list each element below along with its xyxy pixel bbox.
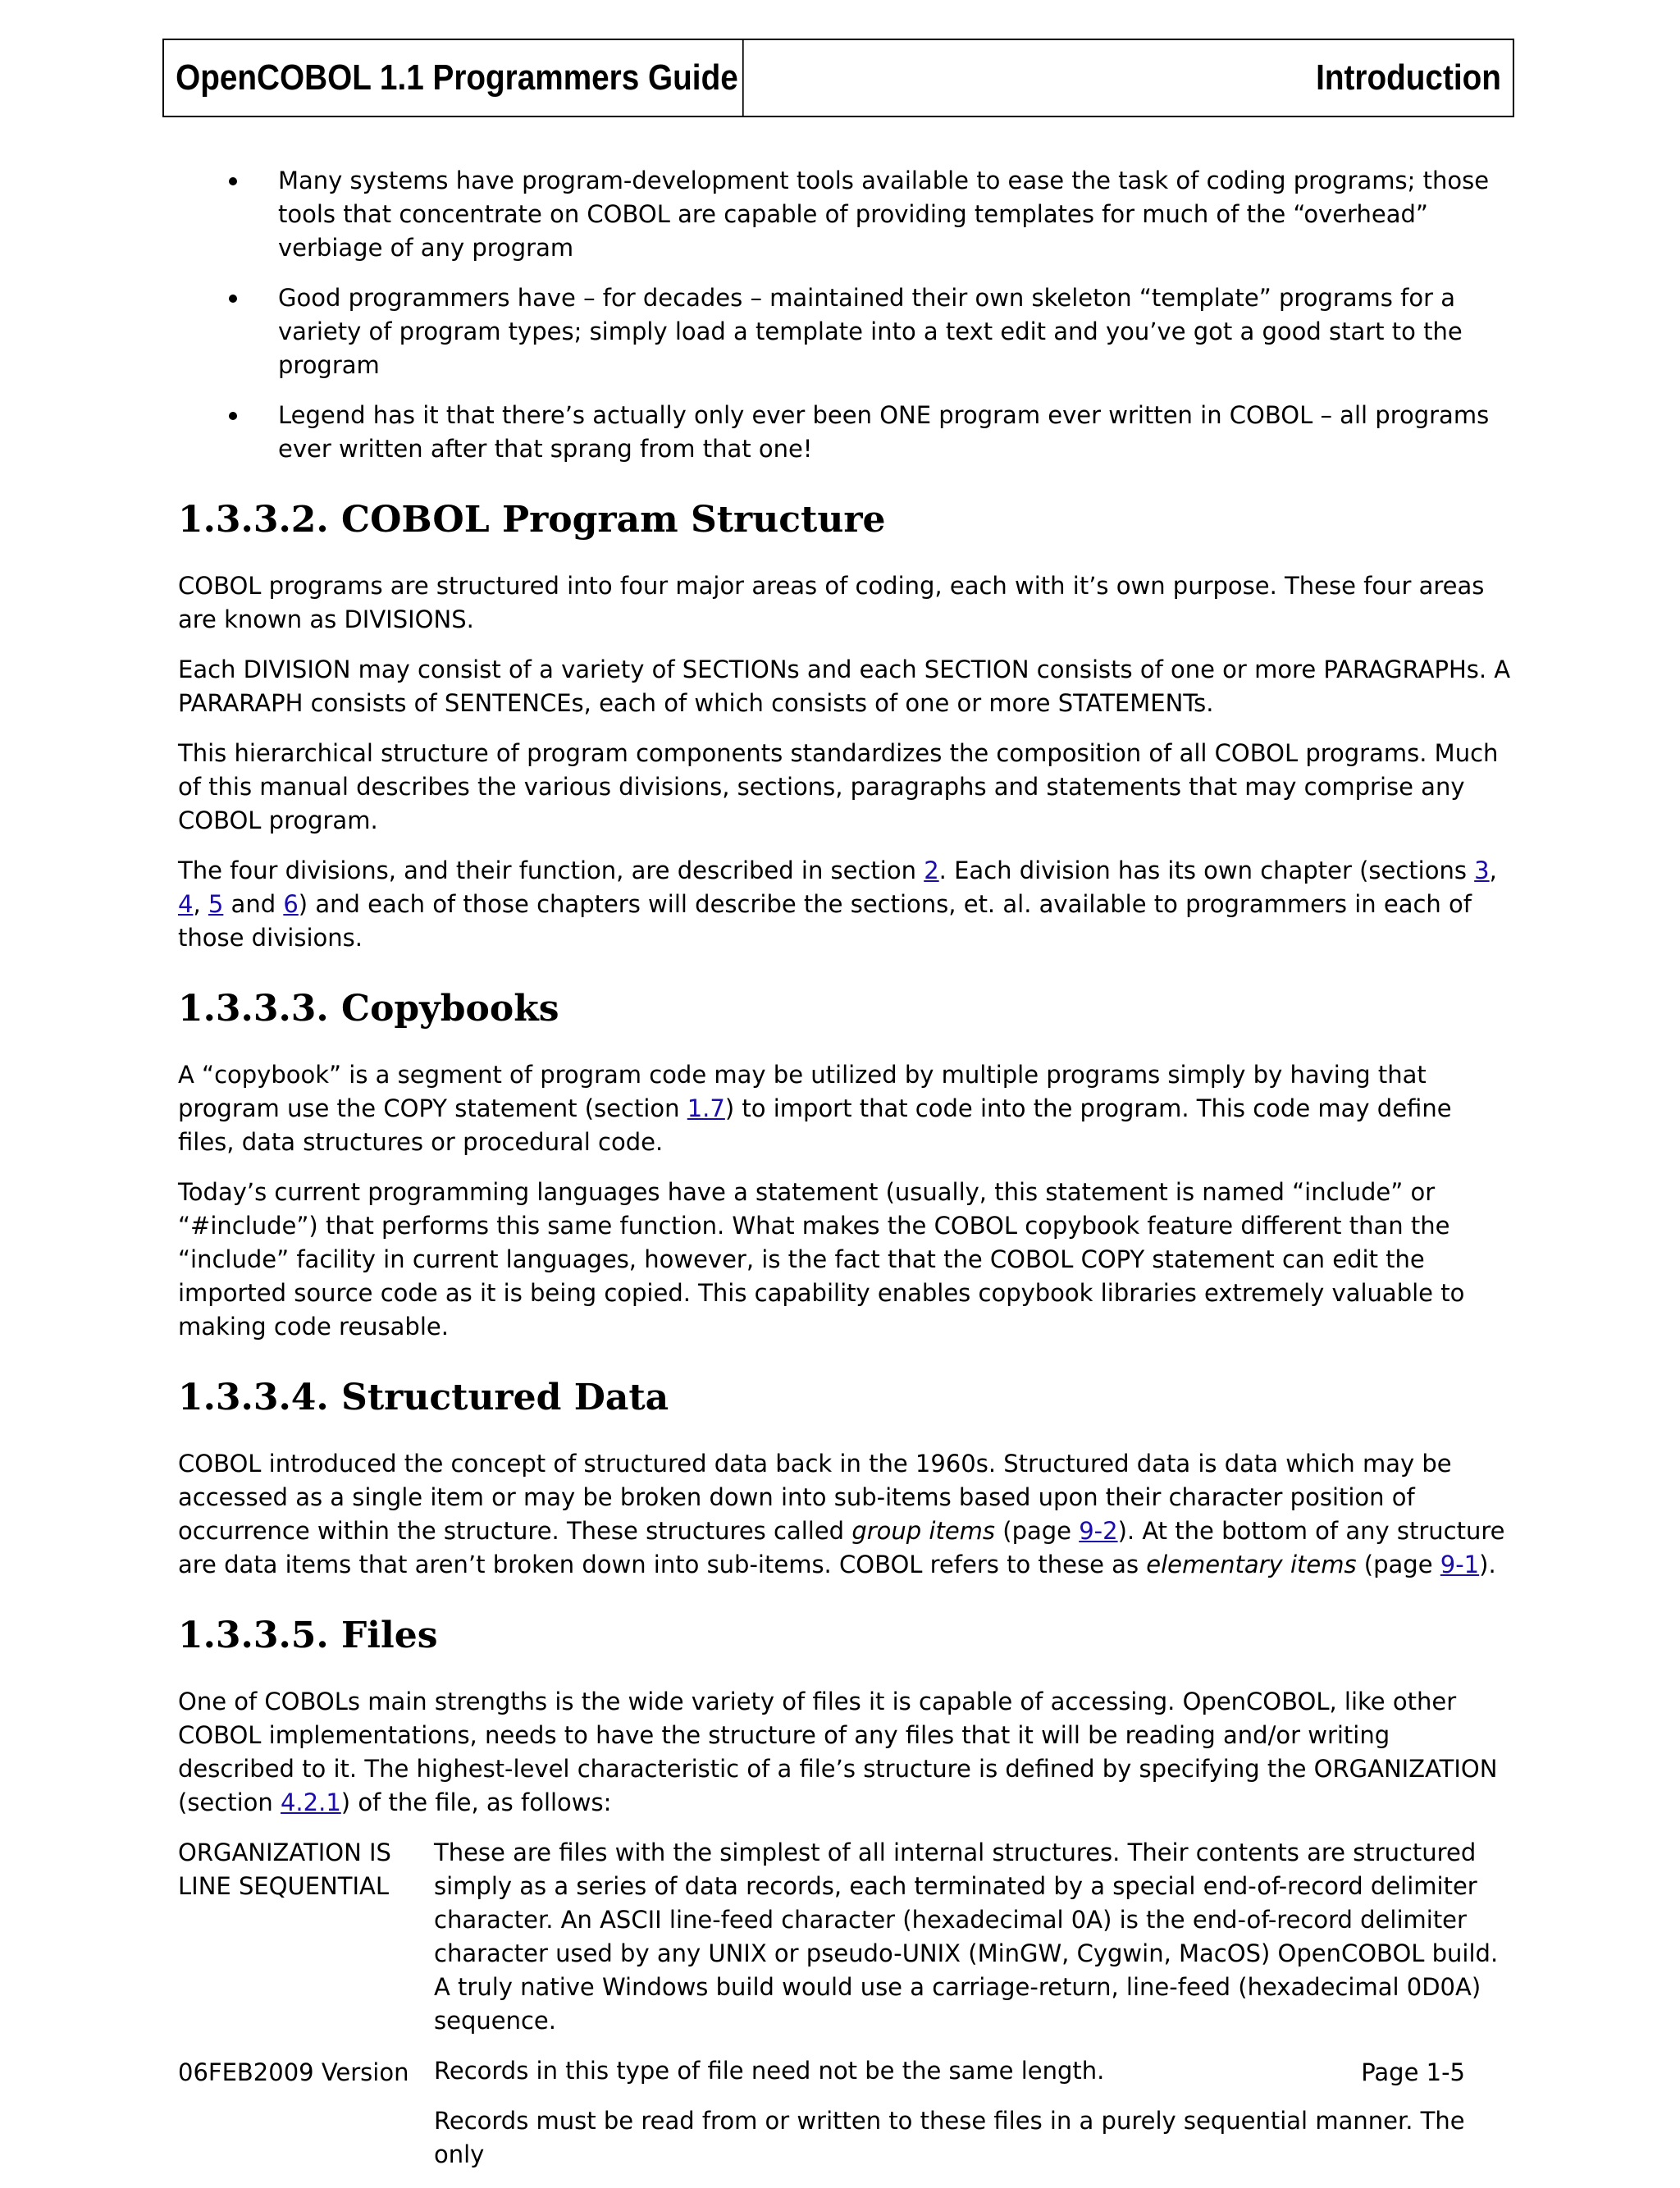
section-heading-structured-data: 1.3.3.4. Structured Data bbox=[178, 1377, 669, 1418]
page-link[interactable]: 9-1 bbox=[1440, 1551, 1480, 1578]
bullet-icon bbox=[229, 412, 237, 420]
text-run: , bbox=[193, 890, 208, 918]
section-link[interactable]: 5 bbox=[208, 890, 224, 918]
bullet-icon bbox=[229, 177, 237, 185]
text-run: The four divisions, and their function, are described in section bbox=[178, 856, 924, 884]
definition-row bbox=[178, 1836, 1511, 2188]
text-run: ) of the file, as follows: bbox=[340, 1788, 612, 1816]
text-run: One of COBOLs main strengths is the wide variety of files it is capable of accessing. OpenCOBOL, like other COBOL implementations, needs to have the structure of any files that it will be reading and/or writing described to it. The highest-level characteristic of a file’s structure is defined by specifying the ORGANIZATION (section bbox=[178, 1688, 1498, 1816]
header-chapter: Introduction bbox=[1316, 57, 1501, 98]
paragraph: This hierarchical structure of program components standardizes the composition of all COBOL programs. Much of this manual describes the various divisions, sections, paragraphs and statements that may comprise any COBOL program. bbox=[178, 739, 1499, 834]
text-run: ). At the bottom of any structure are data items that aren’t broken down into sub-items. COBOL refers to these as bbox=[178, 1517, 1505, 1578]
paragraph bbox=[178, 1058, 1511, 1159]
emphasis: group items bbox=[851, 1517, 996, 1545]
paragraph: Today’s current programming languages have a statement (usually, this statement is named “include” or “#include”) that performs this same function. What makes the COBOL copybook feature different than the “include” facility in current languages, however, is the fact that the COBOL COPY statement can edit the imported source code as it is being copied. This capability enables copybook libraries extremely valuable to making code reusable. bbox=[178, 1178, 1465, 1341]
emphasis: elementary items bbox=[1146, 1551, 1357, 1578]
text-run: ) and each of those chapters will describe the sections, et. al. available to programmers in each of those divisions. bbox=[178, 890, 1472, 952]
bullet-list bbox=[178, 164, 1511, 466]
text-run: (page bbox=[995, 1517, 1080, 1545]
text-run: ) to import that code into the program. This code may define files, data structures or procedural code. bbox=[178, 1094, 1452, 1156]
paragraph bbox=[178, 1447, 1511, 1582]
text-run: . Each division has its own chapter (sections bbox=[938, 856, 1475, 884]
footer-page-number: Page 1-5 bbox=[1361, 2058, 1465, 2086]
section-heading-copybooks: 1.3.3.3. Copybooks bbox=[178, 988, 559, 1030]
section-link[interactable]: 4.2.1 bbox=[280, 1788, 341, 1816]
text-run: ). bbox=[1479, 1551, 1496, 1578]
section-heading-program-structure: 1.3.3.2. COBOL Program Structure bbox=[178, 499, 886, 541]
term-line: ORGANIZATION IS bbox=[178, 1839, 391, 1866]
bullet-text: Legend has it that there’s actually only ever been ONE program ever written in COBOL – all programs ever written after that sprang from that one! bbox=[278, 401, 1490, 463]
bullet-text: Many systems have program-development tools available to ease the task of coding programs; those tools that concentrate on COBOL are capable of providing templates for much of the “overhead” verbiage of any program bbox=[278, 167, 1490, 262]
list-item bbox=[178, 281, 1511, 382]
header-title: OpenCOBOL 1.1 Programmers Guide bbox=[164, 40, 744, 116]
paragraph: These are files with the simplest of all internal structures. Their contents are structured simply as a series of data records, each terminated by a special end-of-record delimiter character. An ASCII line-feed character (hexadecimal 0A) is the end-of-record delimiter character used by any UNIX or pseudo-UNIX (MinGW, Cygwin, MacOS) OpenCOBOL build. A truly native Windows build would use a carriage-return, line-feed (hexadecimal 0D0A) sequence. bbox=[434, 1839, 1499, 2035]
paragraph: Each DIVISION may consist of a variety of SECTIONs and each SECTION consists of one or more PARAGRAPHs. A PARARAPH consists of SENTENCEs, each of which consists of one or more STATEMENTs. bbox=[178, 655, 1511, 717]
list-item bbox=[178, 164, 1511, 265]
section-link[interactable]: 3 bbox=[1474, 856, 1490, 884]
footer-version: 06FEB2009 Version bbox=[178, 2058, 409, 2086]
page-link[interactable]: 9-2 bbox=[1079, 1517, 1118, 1545]
paragraph bbox=[178, 854, 1511, 955]
definition-term bbox=[178, 1836, 434, 2188]
text-run: (page bbox=[1356, 1551, 1440, 1578]
paragraph bbox=[178, 1685, 1511, 1820]
section-link[interactable]: 6 bbox=[283, 890, 299, 918]
paragraph: Records must be read from or written to these files in a purely sequential manner. The only bbox=[434, 2107, 1465, 2168]
text-run: and bbox=[223, 890, 284, 918]
paragraph: COBOL programs are structured into four major areas of coding, each with it’s own purpose. These four areas are known as DIVISIONS. bbox=[178, 572, 1485, 633]
paragraph: Records in this type of file need not be the same length. bbox=[434, 2057, 1105, 2085]
text-run: A “copybook” is a segment of program code may be utilized by multiple programs simply by having that program use the COPY statement (section bbox=[178, 1061, 1427, 1122]
list-item bbox=[178, 399, 1511, 466]
section-link[interactable]: 4 bbox=[178, 890, 194, 918]
bullet-icon bbox=[229, 295, 237, 303]
bullet-text: Good programmers have – for decades – maintained their own skeleton “template” programs for a variety of program types; simply load a template into a text edit and you’ve got a good start to the program bbox=[278, 284, 1463, 379]
text-run: , bbox=[1489, 856, 1497, 884]
page-content bbox=[178, 164, 1511, 2188]
section-link[interactable]: 1.7 bbox=[687, 1094, 725, 1122]
section-link[interactable]: 2 bbox=[924, 856, 939, 884]
section-heading-files: 1.3.3.5. Files bbox=[178, 1615, 438, 1656]
page-header bbox=[162, 39, 1514, 117]
term-line: LINE SEQUENTIAL bbox=[178, 1872, 390, 1900]
definition-description bbox=[434, 1836, 1511, 2188]
text-run: COBOL introduced the concept of structured data back in the 1960s. Structured data is data which may be accessed as a single item or may be broken down into sub-items based upon their character position of occurrence within the structure. These structures called bbox=[178, 1450, 1452, 1545]
